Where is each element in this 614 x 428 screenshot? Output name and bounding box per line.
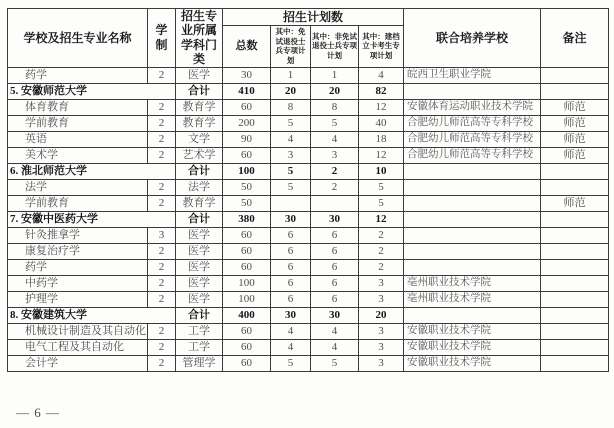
duration-cell: 2 <box>148 259 176 275</box>
plan-total-cell: 50 <box>223 179 271 195</box>
name-cell: 中药学 <box>8 275 148 291</box>
remark-cell <box>541 339 609 355</box>
name-cell: 学前教育 <box>8 115 148 131</box>
plan-registered-cell: 3 <box>359 291 404 307</box>
plan-registered-cell: 3 <box>359 339 404 355</box>
joint-school-cell: 安徽职业技术学院 <box>404 339 541 355</box>
plan-exempt-cell: 4 <box>271 131 311 147</box>
joint-school-cell <box>404 83 541 99</box>
remark-cell <box>541 179 609 195</box>
name-cell: 针灸推拿学 <box>8 227 148 243</box>
plan-non-exempt-cell: 4 <box>311 339 359 355</box>
discipline-cell: 医学 <box>176 275 223 291</box>
discipline-cell: 工学 <box>176 339 223 355</box>
remark-cell <box>541 211 609 227</box>
plan-exempt-cell <box>271 195 311 211</box>
joint-school-cell <box>404 179 541 195</box>
plan-exempt-cell: 5 <box>271 115 311 131</box>
plan-total-cell: 60 <box>223 339 271 355</box>
joint-school-cell <box>404 163 541 179</box>
plan-non-exempt-cell: 6 <box>311 259 359 275</box>
plan-exempt-cell: 4 <box>271 323 311 339</box>
duration-cell: 2 <box>148 195 176 211</box>
joint-school-cell: 合肥幼儿师范高等专科学校 <box>404 115 541 131</box>
plan-non-exempt-cell: 6 <box>311 275 359 291</box>
plan-exempt-cell: 8 <box>271 99 311 115</box>
joint-school-cell: 合肥幼儿师范高等专科学校 <box>404 147 541 163</box>
plan-exempt-cell: 30 <box>271 307 311 323</box>
discipline-cell: 医学 <box>176 67 223 83</box>
remark-cell <box>541 275 609 291</box>
discipline-cell: 医学 <box>176 243 223 259</box>
duration-cell: 2 <box>148 131 176 147</box>
joint-school-cell <box>404 307 541 323</box>
plan-registered-cell: 3 <box>359 355 404 371</box>
remark-cell: 师范 <box>541 99 609 115</box>
plan-exempt-cell: 3 <box>271 147 311 163</box>
name-cell: 护理学 <box>8 291 148 307</box>
plan-total-cell: 60 <box>223 355 271 371</box>
col-header-discipline: 招生专业所属学科门类 <box>176 9 223 68</box>
name-cell: 英语 <box>8 131 148 147</box>
plan-registered-cell: 2 <box>359 243 404 259</box>
name-cell: 8. 安徽建筑大学 <box>8 307 176 323</box>
remark-cell <box>541 67 609 83</box>
discipline-cell: 医学 <box>176 227 223 243</box>
major-row <box>8 291 609 307</box>
plan-exempt-cell: 5 <box>271 355 311 371</box>
col-header-remarks: 备注 <box>541 9 609 68</box>
remark-cell <box>541 83 609 99</box>
major-row <box>8 227 609 243</box>
joint-school-cell: 安徽职业技术学院 <box>404 323 541 339</box>
plan-non-exempt-cell: 3 <box>311 147 359 163</box>
major-row <box>8 243 609 259</box>
plan-registered-cell: 40 <box>359 115 404 131</box>
plan-non-exempt-cell: 30 <box>311 307 359 323</box>
plan-non-exempt-cell: 2 <box>311 179 359 195</box>
plan-exempt-cell: 6 <box>271 275 311 291</box>
plan-non-exempt-cell: 1 <box>311 67 359 83</box>
plan-total-cell: 410 <box>223 83 271 99</box>
duration-cell: 2 <box>148 179 176 195</box>
discipline-cell: 法学 <box>176 179 223 195</box>
plan-total-cell: 60 <box>223 323 271 339</box>
plan-registered-cell: 20 <box>359 307 404 323</box>
plan-non-exempt-cell: 4 <box>311 323 359 339</box>
major-row <box>8 131 609 147</box>
plan-total-cell: 100 <box>223 163 271 179</box>
col-header-plan-registered: 其中：建档立卡考生专项计划 <box>359 25 404 67</box>
remark-cell <box>541 323 609 339</box>
plan-registered-cell: 4 <box>359 67 404 83</box>
discipline-cell: 教育学 <box>176 195 223 211</box>
joint-school-cell <box>404 259 541 275</box>
duration-cell: 2 <box>148 115 176 131</box>
school-summary-row <box>8 307 609 323</box>
name-cell: 机械设计制造及其自动化 <box>8 323 148 339</box>
plan-registered-cell: 2 <box>359 259 404 275</box>
plan-non-exempt-cell: 5 <box>311 115 359 131</box>
discipline-cell: 管理学 <box>176 355 223 371</box>
plan-non-exempt-cell: 30 <box>311 211 359 227</box>
major-row <box>8 115 609 131</box>
joint-school-cell <box>404 227 541 243</box>
plan-total-cell: 30 <box>223 67 271 83</box>
name-cell: 7. 安徽中医药大学 <box>8 211 176 227</box>
plan-exempt-cell: 30 <box>271 211 311 227</box>
major-row <box>8 99 609 115</box>
plan-exempt-cell: 4 <box>271 339 311 355</box>
duration-cell: 2 <box>148 291 176 307</box>
discipline-cell: 合计 <box>176 307 223 323</box>
joint-school-cell: 亳州职业技术学院 <box>404 275 541 291</box>
discipline-cell: 医学 <box>176 291 223 307</box>
remark-cell: 师范 <box>541 131 609 147</box>
plan-total-cell: 380 <box>223 211 271 227</box>
name-cell: 法学 <box>8 179 148 195</box>
joint-school-cell <box>404 211 541 227</box>
joint-school-cell: 皖西卫生职业学院 <box>404 67 541 83</box>
plan-non-exempt-cell: 2 <box>311 163 359 179</box>
plan-total-cell: 90 <box>223 131 271 147</box>
discipline-cell: 艺术学 <box>176 147 223 163</box>
plan-exempt-cell: 5 <box>271 163 311 179</box>
col-header-plan-total: 总数 <box>223 25 271 67</box>
major-row <box>8 355 609 371</box>
school-summary-row <box>8 163 609 179</box>
duration-cell: 2 <box>148 275 176 291</box>
plan-non-exempt-cell <box>311 195 359 211</box>
plan-non-exempt-cell: 6 <box>311 291 359 307</box>
plan-total-cell: 400 <box>223 307 271 323</box>
name-cell: 药学 <box>8 67 148 83</box>
page-number: — 6 — <box>16 405 60 420</box>
major-row <box>8 323 609 339</box>
plan-registered-cell: 82 <box>359 83 404 99</box>
major-row <box>8 195 609 211</box>
remark-cell: 师范 <box>541 195 609 211</box>
school-summary-row <box>8 211 609 227</box>
duration-cell: 2 <box>148 323 176 339</box>
name-cell: 学前教育 <box>8 195 148 211</box>
joint-school-cell: 安徽职业技术学院 <box>404 355 541 371</box>
name-cell: 体育教育 <box>8 99 148 115</box>
name-cell: 电气工程及其自动化 <box>8 339 148 355</box>
plan-total-cell: 60 <box>223 259 271 275</box>
joint-school-cell: 亳州职业技术学院 <box>404 291 541 307</box>
plan-total-cell: 100 <box>223 291 271 307</box>
major-row <box>8 179 609 195</box>
col-header-joint-school: 联合培养学校 <box>404 9 541 68</box>
col-header-plan-exempt: 其中：免试退役士兵专项计划 <box>271 25 311 67</box>
discipline-cell: 合计 <box>176 83 223 99</box>
duration-cell: 2 <box>148 355 176 371</box>
plan-exempt-cell: 5 <box>271 179 311 195</box>
table-body <box>8 67 609 371</box>
joint-school-cell: 安徽体育运动职业技术学院 <box>404 99 541 115</box>
remark-cell: 师范 <box>541 115 609 131</box>
plan-non-exempt-cell: 8 <box>311 99 359 115</box>
remark-cell: 师范 <box>541 147 609 163</box>
name-cell: 康复治疗学 <box>8 243 148 259</box>
name-cell: 5. 安徽师范大学 <box>8 83 176 99</box>
joint-school-cell: 合肥幼儿师范高等专科学校 <box>404 131 541 147</box>
duration-cell: 2 <box>148 339 176 355</box>
col-header-school-major: 学校及招生专业名称 <box>8 9 148 68</box>
plan-total-cell: 50 <box>223 195 271 211</box>
name-cell: 美术学 <box>8 147 148 163</box>
duration-cell: 2 <box>148 243 176 259</box>
plan-registered-cell: 2 <box>359 227 404 243</box>
plan-non-exempt-cell: 20 <box>311 83 359 99</box>
major-row <box>8 275 609 291</box>
discipline-cell: 教育学 <box>176 115 223 131</box>
discipline-cell: 合计 <box>176 163 223 179</box>
plan-non-exempt-cell: 5 <box>311 355 359 371</box>
plan-exempt-cell: 6 <box>271 227 311 243</box>
plan-registered-cell: 3 <box>359 323 404 339</box>
discipline-cell: 工学 <box>176 323 223 339</box>
discipline-cell: 医学 <box>176 259 223 275</box>
major-row <box>8 67 609 83</box>
duration-cell: 2 <box>148 99 176 115</box>
plan-total-cell: 60 <box>223 147 271 163</box>
major-row <box>8 339 609 355</box>
plan-non-exempt-cell: 6 <box>311 227 359 243</box>
plan-registered-cell: 5 <box>359 179 404 195</box>
admission-plan-table <box>7 8 609 372</box>
plan-exempt-cell: 6 <box>271 291 311 307</box>
duration-cell: 2 <box>148 67 176 83</box>
name-cell: 会计学 <box>8 355 148 371</box>
remark-cell <box>541 259 609 275</box>
discipline-cell: 合计 <box>176 211 223 227</box>
plan-total-cell: 60 <box>223 99 271 115</box>
col-header-plan-group: 招生计划数 <box>223 9 404 26</box>
remark-cell <box>541 355 609 371</box>
plan-exempt-cell: 20 <box>271 83 311 99</box>
discipline-cell: 教育学 <box>176 99 223 115</box>
discipline-cell: 文学 <box>176 131 223 147</box>
joint-school-cell <box>404 195 541 211</box>
plan-registered-cell: 18 <box>359 131 404 147</box>
name-cell: 药学 <box>8 259 148 275</box>
plan-registered-cell: 12 <box>359 99 404 115</box>
plan-registered-cell: 12 <box>359 211 404 227</box>
remark-cell <box>541 291 609 307</box>
plan-exempt-cell: 1 <box>271 67 311 83</box>
plan-total-cell: 200 <box>223 115 271 131</box>
major-row <box>8 259 609 275</box>
plan-registered-cell: 10 <box>359 163 404 179</box>
plan-total-cell: 60 <box>223 227 271 243</box>
plan-registered-cell: 3 <box>359 275 404 291</box>
remark-cell <box>541 227 609 243</box>
major-row <box>8 147 609 163</box>
col-header-plan-non-exempt: 其中：非免试退役士兵专项计划 <box>311 25 359 67</box>
plan-non-exempt-cell: 4 <box>311 131 359 147</box>
plan-registered-cell: 5 <box>359 195 404 211</box>
plan-exempt-cell: 6 <box>271 243 311 259</box>
remark-cell <box>541 243 609 259</box>
col-header-duration: 学制 <box>148 9 176 68</box>
plan-registered-cell: 12 <box>359 147 404 163</box>
plan-exempt-cell: 6 <box>271 259 311 275</box>
remark-cell <box>541 163 609 179</box>
duration-cell: 2 <box>148 147 176 163</box>
plan-total-cell: 100 <box>223 275 271 291</box>
remark-cell <box>541 307 609 323</box>
school-summary-row <box>8 83 609 99</box>
name-cell: 6. 淮北师范大学 <box>8 163 176 179</box>
plan-non-exempt-cell: 6 <box>311 243 359 259</box>
duration-cell: 3 <box>148 227 176 243</box>
joint-school-cell <box>404 243 541 259</box>
plan-total-cell: 60 <box>223 243 271 259</box>
